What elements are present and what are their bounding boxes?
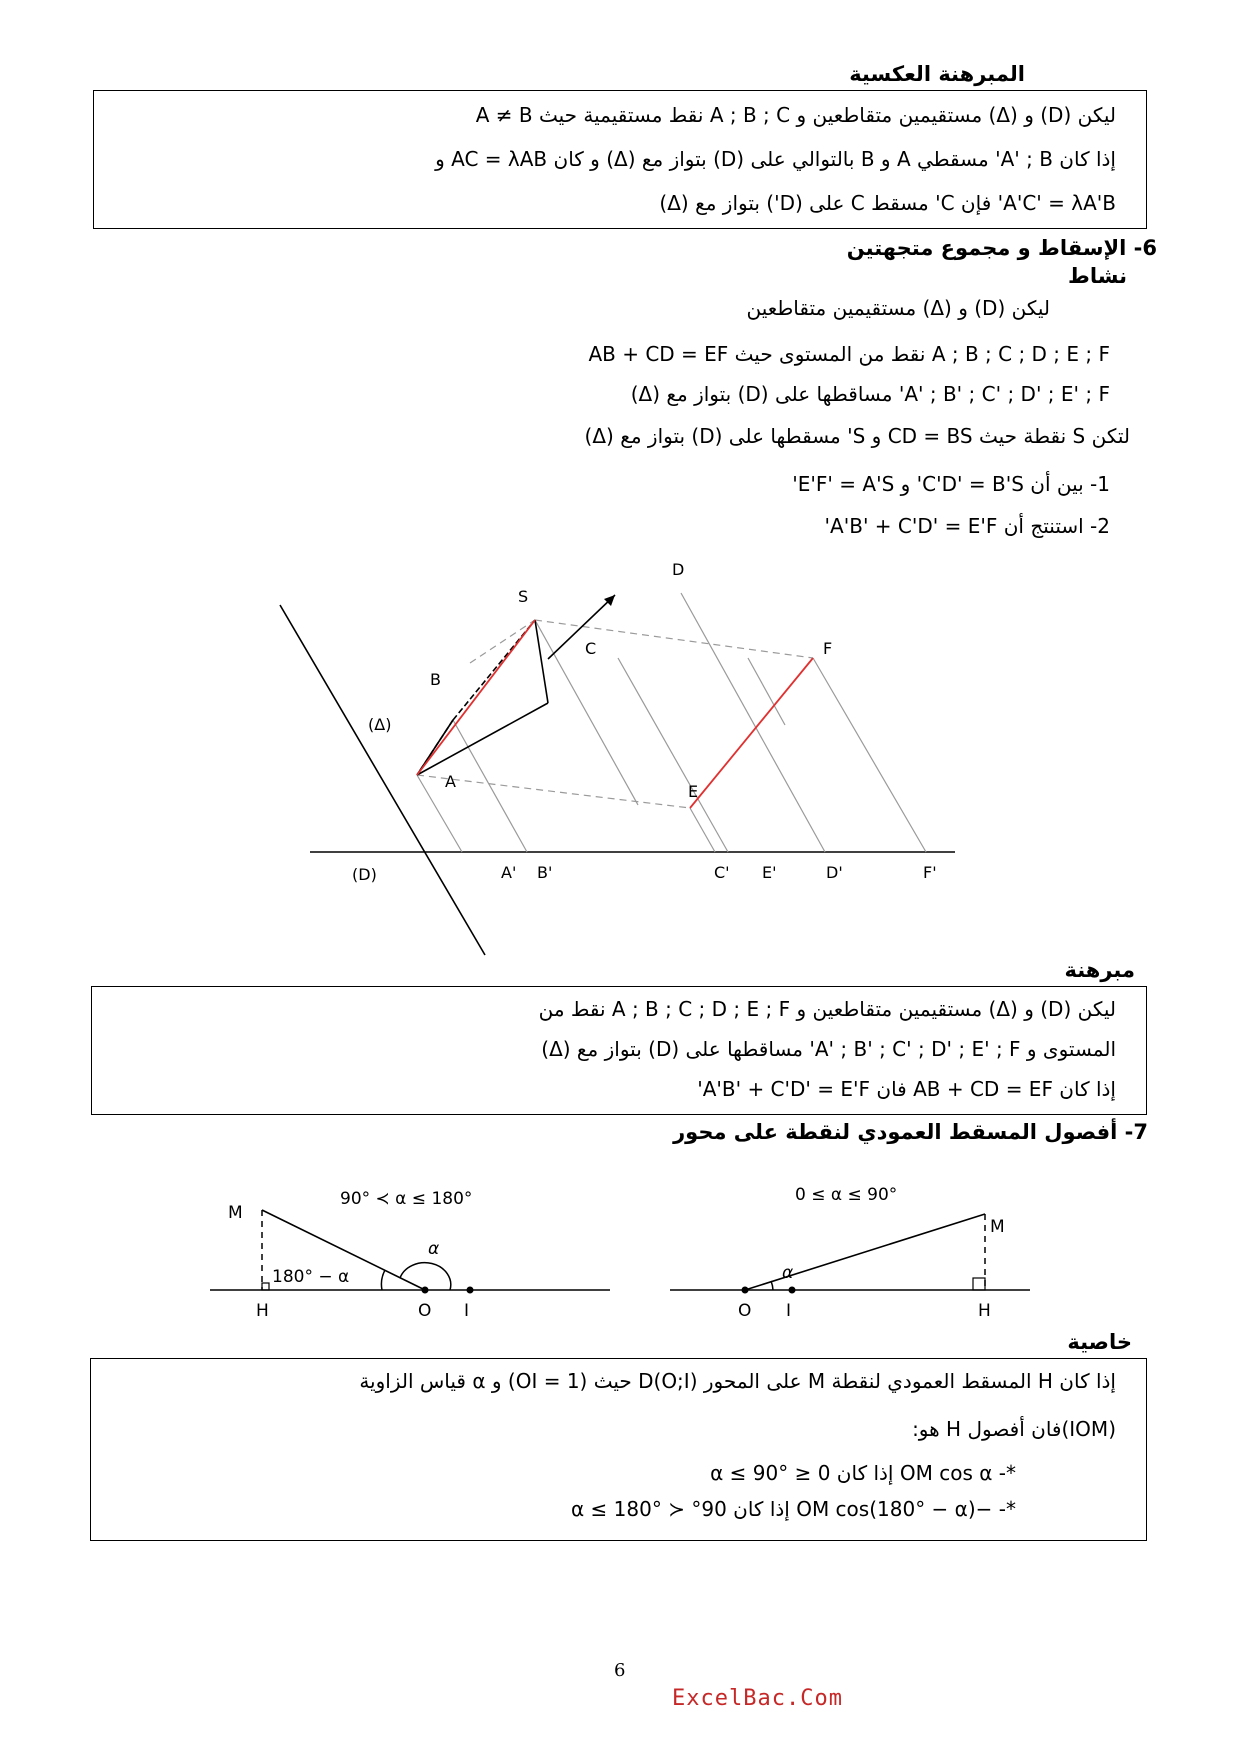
activity-line-2: A ; B ; C ; D ; E ; F نقط من المستوى حيث AB + CD = EF (588, 342, 1110, 366)
theorem-box (91, 986, 1147, 1115)
theorem-line-3: إذا كان AB + CD = EF فان A'B' + C'D' = E'F' (697, 1077, 1116, 1101)
left-label-I: I (464, 1301, 470, 1321)
property-line-2: (IOM)فان أفصول H هو: (912, 1417, 1116, 1441)
property-title: خاصية (1067, 1330, 1132, 1354)
activity-title: نشاط (1068, 264, 1127, 288)
label-D: D (672, 560, 685, 579)
left-supp-arc (381, 1270, 385, 1290)
left-point-O (422, 1287, 429, 1294)
section6-title: 6- الإسقاط و مجموع متجهتين (846, 236, 1157, 260)
right-label-I: I (786, 1301, 792, 1321)
right-label-M: M (990, 1217, 1005, 1237)
label-A-prime: A' (501, 863, 517, 882)
left-angle-label: 180° − α (272, 1267, 350, 1287)
orthogonal-projection-figure (200, 1170, 1060, 1330)
right-om-line (745, 1214, 985, 1290)
activity-line-4: لتكن S نقطة حيث CD = BS و S' مسقطها على (D) بتواز مع (Δ) (584, 424, 1130, 448)
activity-question-1: 1- بين أن C'D' = B'S' و E'F' = A'S' (792, 472, 1110, 496)
right-right-angle (973, 1278, 985, 1290)
right-point-I (789, 1287, 796, 1294)
inverse-line-2: إذا كان A' ; B' مسقطي A و B بالتوالي على (D) بتواز مع (Δ) و كان AC = λAB و (435, 147, 1116, 171)
left-point-I (467, 1287, 474, 1294)
activity-line-1: ليكن (D) و (Δ) مستقيمين متقاطعين (746, 296, 1050, 320)
theorem-title: مبرهنة (1064, 958, 1135, 982)
theorem-line-2: المستوى و A' ; B' ; C' ; D' ; E' ; F' مساقطها على (D) بتواز مع (Δ) (541, 1037, 1116, 1061)
right-label-O: O (738, 1301, 752, 1321)
property-line-1: إذا كان H المسقط العمودي لنقطة M على المحور D(O;I) حيث (OI = 1) و α قياس الزاوية (359, 1369, 1116, 1393)
left-alpha-label: α (428, 1239, 440, 1259)
inverse-theorem-box (93, 90, 1147, 229)
label-delta: (Δ) (368, 715, 392, 734)
label-C-prime: C' (714, 863, 730, 882)
left-label-M: M (228, 1203, 243, 1223)
label-S: S (518, 587, 529, 606)
label-A: A (445, 772, 456, 791)
activity-line-3: A' ; B' ; C' ; D' ; E' ; F' مساقطها على (D) بتواز مع (Δ) (630, 382, 1110, 406)
dashed-lines (417, 620, 813, 808)
section7-title: 7- أفصول المسقط العمودي لنقطة على محور (673, 1120, 1148, 1144)
page-number: 6 (614, 1660, 626, 1681)
inverse-line-3: A'C' = λA'B' فإن C' مسقط C على (D') بتواز مع (Δ) (659, 191, 1116, 215)
label-B-prime: B' (537, 863, 553, 882)
inverse-line-1: ليكن (D) و (Δ) مستقيمين متقاطعين و A ; B ; C نقط مستقيمية حيث A ≠ B (475, 103, 1116, 127)
right-label-H: H (978, 1301, 991, 1321)
right-point-O (742, 1287, 749, 1294)
property-box (90, 1358, 1147, 1541)
label-B: B (430, 670, 441, 689)
property-case-1: *- OM cos α إذا كان 0 ≤ α ≤ 90° (710, 1461, 1016, 1485)
watermark-logo: ExcelBac.Com (672, 1686, 843, 1711)
vectors (417, 595, 615, 775)
left-alpha-arc (400, 1263, 451, 1290)
label-D-prime: D' (826, 863, 843, 882)
inverse-theorem-title: المبرهنة العكسية (849, 62, 1025, 86)
label-d-axis: (D) (352, 865, 377, 884)
label-E-prime: E' (762, 863, 777, 882)
right-caption: 0 ≤ α ≤ 90° (795, 1185, 898, 1205)
label-E: E (688, 782, 699, 801)
right-alpha-arc (771, 1281, 773, 1290)
left-label-O: O (418, 1301, 432, 1321)
label-F: F (823, 639, 833, 658)
projection-figure (240, 555, 970, 960)
left-caption: 90° ≺ α ≤ 180° (340, 1189, 473, 1209)
property-case-2: *- −OM cos(180° − α) إذا كان 90° ≺ α ≤ 180° (571, 1497, 1016, 1521)
projection-lines (417, 593, 926, 852)
left-right-angle (262, 1283, 269, 1290)
right-alpha-label: α (782, 1263, 794, 1283)
vector-as (417, 620, 535, 775)
left-label-H: H (256, 1301, 269, 1321)
activity-question-2: 2- استنتج أن A'B' + C'D' = E'F' (824, 514, 1110, 538)
vector-ef (690, 658, 813, 808)
label-F-prime: F' (923, 863, 937, 882)
theorem-line-1: ليكن (D) و (Δ) مستقيمين متقاطعين و A ; B ; C ; D ; E ; F نقط من (538, 997, 1116, 1021)
label-C: C (585, 639, 597, 658)
